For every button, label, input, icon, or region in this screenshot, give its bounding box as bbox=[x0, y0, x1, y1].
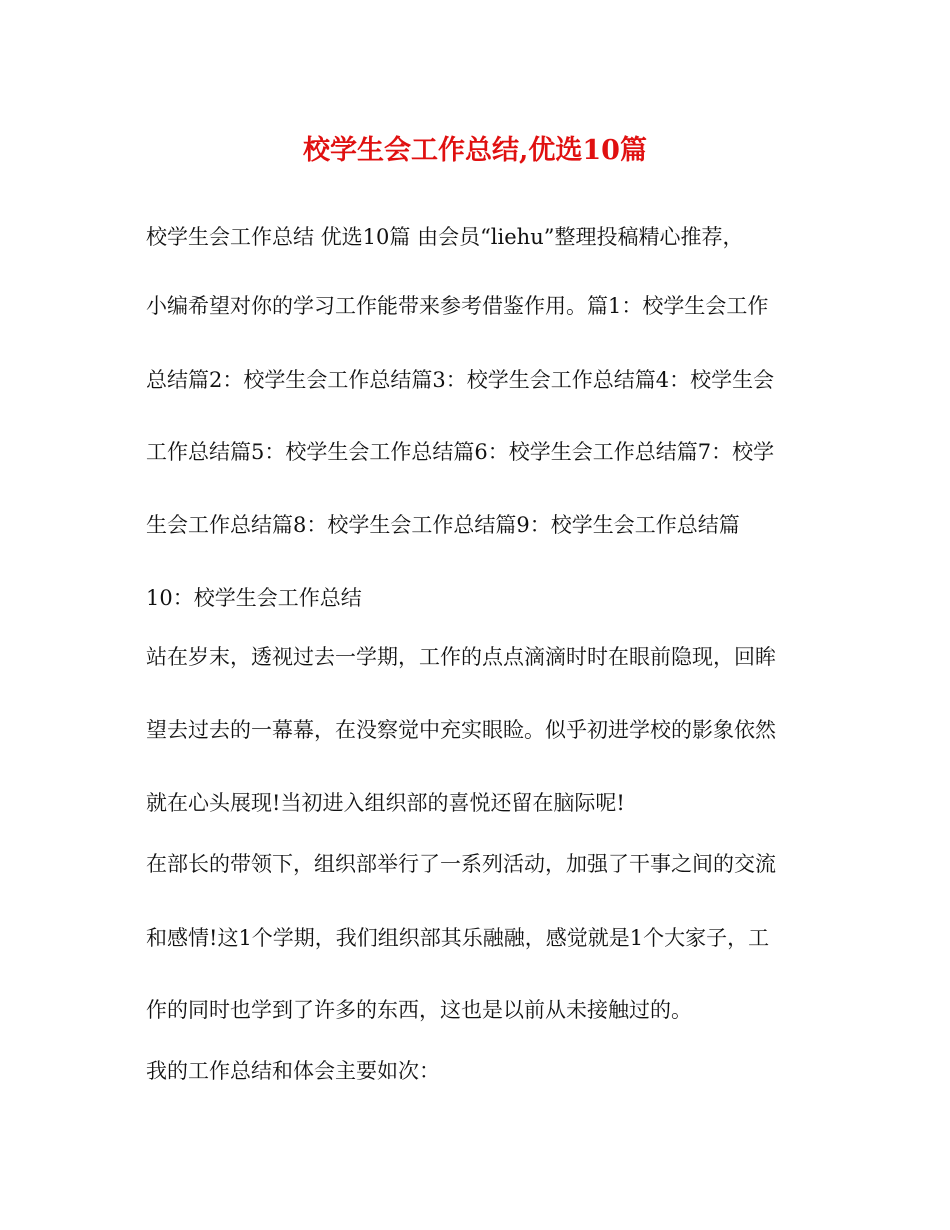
body-line-3: 总结篇2：校学生会工作总结篇3：校学生会工作总结篇4：校学生会 bbox=[146, 368, 775, 392]
body-line-7: 站在岁末，透视过去一学期，工作的点点滴滴时时在眼前隐现，回眸 bbox=[146, 645, 776, 669]
body-line-4: 工作总结篇5：校学生会工作总结篇6：校学生会工作总结篇7：校学 bbox=[146, 440, 775, 464]
body-line-11: 和感情!这1个学期，我们组织部其乐融融，感觉就是1个大家子，工 bbox=[146, 926, 770, 950]
body-line-9: 就在心头展现!当初进入组织部的喜悦还留在脑际呢! bbox=[146, 791, 625, 815]
body-line-1: 校学生会工作总结 优选10篇 由会员“liehu”整理投稿精心推荐， bbox=[146, 225, 744, 249]
body-line-8: 望去过去的一幕幕，在没察觉中充实眼睑。似乎初进学校的影象依然 bbox=[146, 718, 776, 742]
document-title: 校学生会工作总结,优选10篇 bbox=[303, 135, 647, 166]
body-line-6: 10：校学生会工作总结 bbox=[146, 586, 362, 610]
body-line-12: 作的同时也学到了许多的东西，这也是以前从未接触过的。 bbox=[146, 998, 692, 1022]
body-line-13: 我的工作总结和体会主要如次： bbox=[146, 1059, 440, 1083]
body-line-2: 小编希望对你的学习工作能带来参考借鉴作用。篇1：校学生会工作 bbox=[146, 294, 769, 318]
body-line-10: 在部长的带领下，组织部举行了一系列活动，加强了干事之间的交流 bbox=[146, 852, 776, 876]
body-line-5: 生会工作总结篇8：校学生会工作总结篇9：校学生会工作总结篇 bbox=[146, 513, 740, 537]
